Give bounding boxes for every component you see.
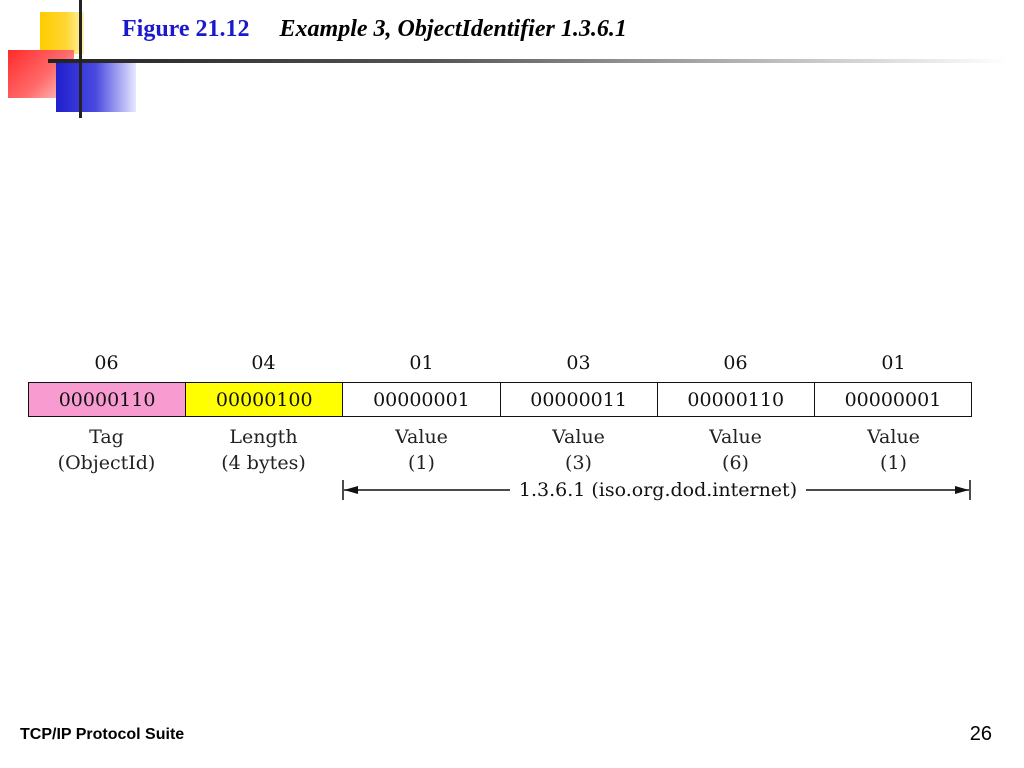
byte-cell-value: 00000011 (500, 383, 657, 416)
byte-cell-value: 00000110 (657, 383, 814, 416)
hex-value: 01 (881, 352, 906, 374)
field-label-line2: (4 bytes) (221, 452, 306, 474)
field-label-line1: Tag (89, 426, 124, 448)
byte-cell-value: 00000001 (342, 383, 499, 416)
field-labels (28, 424, 972, 476)
encoding-bytes (28, 382, 972, 417)
hex-value: 06 (94, 352, 119, 374)
decor-yellow-square (40, 12, 84, 54)
byte-cell-length: 00000100 (185, 383, 342, 416)
value-span-label: 1.3.6.1 (iso.org.dod.internet) (510, 478, 806, 502)
decor-horizontal-rule (48, 59, 1008, 63)
slide-title (122, 16, 627, 43)
field-label (185, 424, 342, 476)
field-label-line2: (ObjectId) (57, 452, 156, 474)
field-label-line2: (1) (408, 452, 435, 474)
hex-value: 03 (566, 352, 591, 374)
field-label (28, 424, 185, 476)
hex-row (28, 352, 972, 378)
field-label (657, 424, 814, 476)
field-label-line2: (1) (880, 452, 907, 474)
field-label-line2: (3) (565, 452, 592, 474)
field-label-line1: Value (867, 426, 920, 448)
field-label (815, 424, 972, 476)
field-label-line1: Value (709, 426, 762, 448)
field-label (343, 424, 500, 476)
hex-value: 04 (251, 352, 276, 374)
byte-cell-value: 00000001 (814, 383, 971, 416)
hex-value: 01 (409, 352, 434, 374)
field-label-line1: Value (552, 426, 605, 448)
arrowhead-right (955, 486, 969, 494)
footer-title: TCP/IP Protocol Suite (20, 726, 185, 743)
byte-cell-tag: 00000110 (29, 383, 185, 416)
field-label-line1: Length (229, 426, 298, 448)
field-label-line1: Value (395, 426, 448, 448)
field-label (500, 424, 657, 476)
page-number: 26 (969, 723, 992, 745)
arrowhead-left (344, 486, 358, 494)
figure-caption: Example 3, ObjectIdentifier 1.3.6.1 (279, 16, 627, 42)
figure-number: Figure 21.12 (122, 16, 250, 42)
hex-value: 06 (723, 352, 748, 374)
field-label-line2: (6) (722, 452, 749, 474)
decor-vertical-rule (79, 0, 82, 118)
decor-blue-square (56, 62, 136, 112)
